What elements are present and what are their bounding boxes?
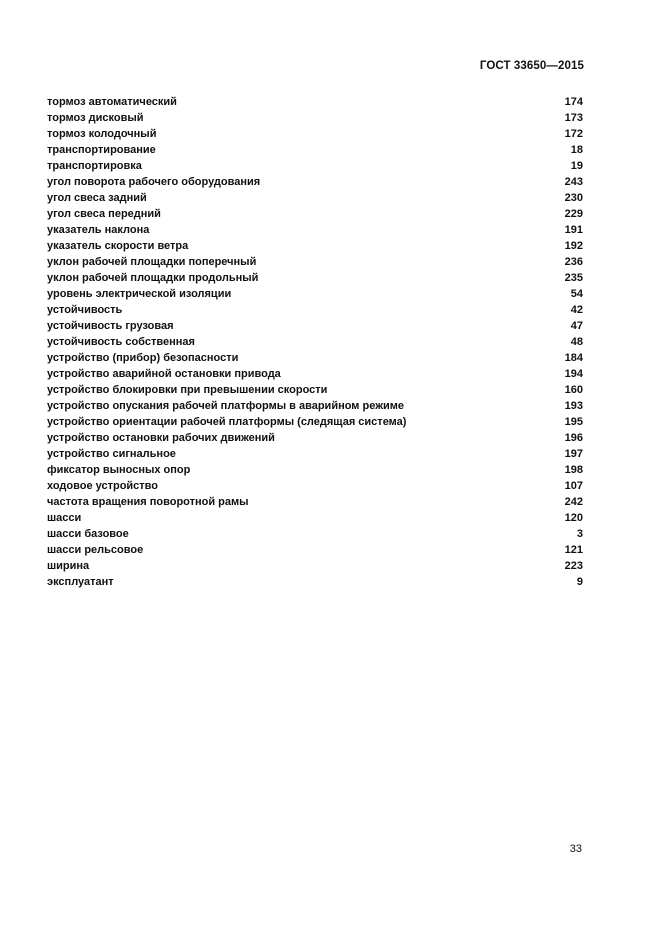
index-term: устойчивость	[47, 304, 123, 316]
index-term: транспортирование	[47, 144, 156, 156]
index-entry	[47, 190, 583, 206]
index-entry	[47, 542, 583, 558]
index-term: частота вращения поворотной рамы	[47, 496, 249, 508]
index-entry	[47, 366, 583, 382]
index-entry	[47, 158, 583, 174]
alphabetical-index	[47, 94, 583, 590]
index-page-ref: 120	[564, 512, 583, 524]
index-term: указатель наклона	[47, 224, 150, 236]
index-page-ref: 197	[564, 448, 583, 460]
index-term: устройство аварийной остановки привода	[47, 368, 281, 380]
index-term: фиксатор выносных опор	[47, 464, 191, 476]
index-entry	[47, 558, 583, 574]
index-term: эксплуатант	[47, 576, 114, 588]
index-page-ref: 184	[564, 352, 583, 364]
index-page-ref: 235	[564, 272, 583, 284]
index-entry	[47, 430, 583, 446]
index-entry	[47, 510, 583, 526]
index-term: устройство ориентации рабочей платформы (следящая система)	[47, 416, 407, 428]
index-entry	[47, 462, 583, 478]
index-entry	[47, 222, 583, 238]
document-header: ГОСТ 33650—2015	[479, 60, 584, 72]
index-page-ref: 9	[576, 576, 583, 588]
index-term: шасси	[47, 512, 82, 524]
index-page-ref: 192	[564, 240, 583, 252]
index-term: уклон рабочей площадки продольный	[47, 272, 259, 284]
index-page-ref: 54	[570, 288, 583, 300]
index-entry	[47, 270, 583, 286]
index-page-ref: 193	[564, 400, 583, 412]
index-entry	[47, 174, 583, 190]
index-page-ref: 121	[564, 544, 583, 556]
index-term: шасси рельсовое	[47, 544, 144, 556]
index-entry	[47, 398, 583, 414]
index-page-ref: 107	[564, 480, 583, 492]
index-page-ref: 18	[570, 144, 583, 156]
index-entry	[47, 382, 583, 398]
index-term: шасси базовое	[47, 528, 129, 540]
index-page-ref: 195	[564, 416, 583, 428]
index-term: уклон рабочей площадки поперечный	[47, 256, 257, 268]
index-entry	[47, 110, 583, 126]
index-entry	[47, 238, 583, 254]
index-entry	[47, 350, 583, 366]
index-page-ref: 174	[564, 96, 583, 108]
index-term: устройство сигнальное	[47, 448, 176, 460]
index-entry	[47, 494, 583, 510]
index-page-ref: 223	[564, 560, 583, 572]
index-entry	[47, 318, 583, 334]
index-page-ref: 19	[570, 160, 583, 172]
index-term: ширина	[47, 560, 90, 572]
index-entry	[47, 574, 583, 590]
index-term: устойчивость грузовая	[47, 320, 174, 332]
index-page-ref: 194	[564, 368, 583, 380]
index-entry	[47, 334, 583, 350]
index-page-ref: 48	[570, 336, 583, 348]
index-entry	[47, 126, 583, 142]
index-term: тормоз дисковый	[47, 112, 144, 124]
index-term: транспортировка	[47, 160, 142, 172]
index-page-ref: 3	[576, 528, 583, 540]
index-entry	[47, 286, 583, 302]
index-term: устойчивость собственная	[47, 336, 195, 348]
index-term: угол свеса задний	[47, 192, 147, 204]
index-page-ref: 173	[564, 112, 583, 124]
index-entry	[47, 478, 583, 494]
index-page-ref: 198	[564, 464, 583, 476]
index-term: устройство (прибор) безопасности	[47, 352, 239, 364]
page-number: 33	[569, 843, 582, 855]
index-page-ref: 172	[564, 128, 583, 140]
index-entry	[47, 302, 583, 318]
index-term: тормоз автоматический	[47, 96, 177, 108]
index-page-ref: 160	[564, 384, 583, 396]
index-term: устройство блокировки при превышении скорости	[47, 384, 328, 396]
index-term: ходовое устройство	[47, 480, 159, 492]
index-page-ref: 42	[570, 304, 583, 316]
index-term: устройство опускания рабочей платформы в аварийном режиме	[47, 400, 405, 412]
index-entry	[47, 414, 583, 430]
index-page-ref: 229	[564, 208, 583, 220]
index-page-ref: 230	[564, 192, 583, 204]
index-page-ref: 242	[564, 496, 583, 508]
index-page-ref: 196	[564, 432, 583, 444]
index-page-ref: 47	[570, 320, 583, 332]
index-term: угол поворота рабочего оборудования	[47, 176, 261, 188]
index-page-ref: 236	[564, 256, 583, 268]
index-entry	[47, 254, 583, 270]
index-term: угол свеса передний	[47, 208, 161, 220]
index-entry	[47, 206, 583, 222]
index-term: указатель скорости ветра	[47, 240, 189, 252]
index-page-ref: 243	[564, 176, 583, 188]
index-term: устройство остановки рабочих движений	[47, 432, 275, 444]
index-entry	[47, 94, 583, 110]
index-entry	[47, 142, 583, 158]
index-term: уровень электрической изоляции	[47, 288, 232, 300]
index-term: тормоз колодочный	[47, 128, 157, 140]
index-entry	[47, 446, 583, 462]
index-page-ref: 191	[564, 224, 583, 236]
index-entry	[47, 526, 583, 542]
